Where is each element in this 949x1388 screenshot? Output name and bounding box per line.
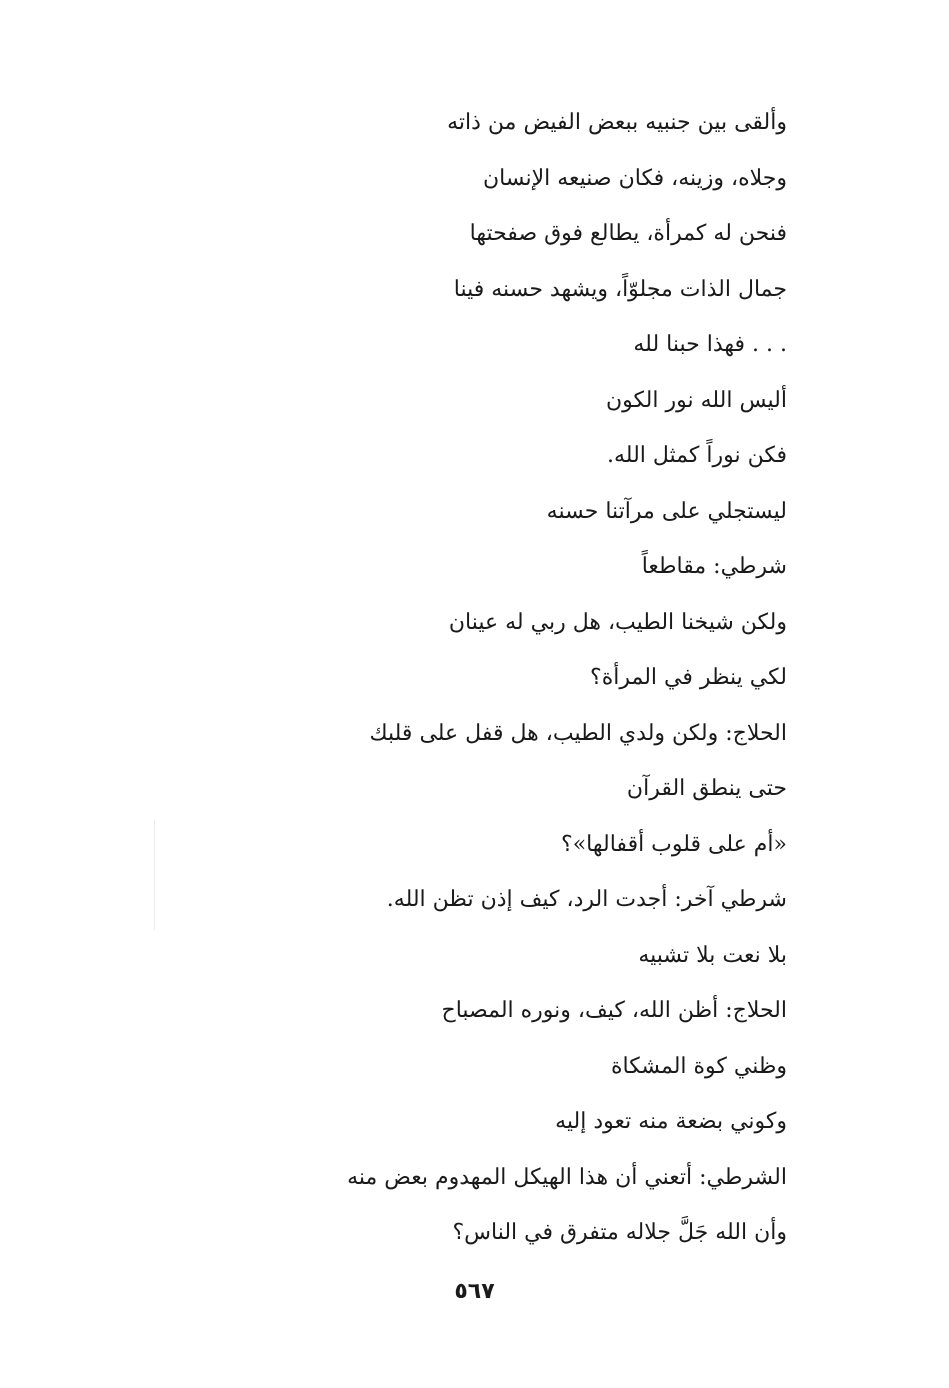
text-line: شرطي آخر: أجدت الرد، كيف إذن تظن الله. (386, 887, 787, 912)
text-line: وجلاه، وزينه، فكان صنيعه الإنسان (482, 165, 787, 191)
poem-text (267, 95, 787, 1261)
text-line: «أم على قلوب أقفالها»؟ (561, 831, 787, 857)
page-number: ٥٦٧ (454, 1279, 495, 1304)
text-line: فكن نوراً كمثل الله. (607, 443, 787, 468)
text-line: لكي ينظر في المرأة؟ (590, 665, 787, 690)
text-line: شرطي: مقاطعاً (641, 554, 787, 579)
text-line: وكوني بضعة منه تعود إليه (555, 1109, 787, 1134)
text-line: جمال الذات مجلوّاً، ويشهد حسنه فينا (453, 276, 787, 302)
text-line: حتى ينطق القرآن (626, 776, 787, 801)
text-line: فنحن له كمرأة، يطالع فوق صفحتها (469, 221, 787, 246)
text-line: الشرطي: أتعني أن هذا الهيكل المهدوم بعض منه (347, 1164, 787, 1190)
text-line: أليس الله نور الكون (606, 387, 787, 413)
text-line: الحلاج: ولكن ولدي الطيب، هل قفل على قلبك (369, 720, 787, 746)
text-line: ولكن شيخنا الطيب، هل ربي له عينان (448, 609, 787, 635)
text-line: وأن الله جَلَّ جلاله متفرق في الناس؟ (452, 1220, 787, 1245)
text-line: . . . فهذا حبنا لله (633, 332, 787, 357)
scan-artifact (154, 820, 155, 930)
text-line: الحلاج: أظن الله، كيف، ونوره المصباح (441, 998, 787, 1023)
text-line: بلا نعت بلا تشبيه (638, 942, 787, 968)
text-line: وألقى بين جنبيه ببعض الفيض من ذاته (447, 110, 787, 135)
text-line: ليستجلي على مرآتنا حسنه (546, 498, 787, 524)
text-line: وظني كوة المشكاة (611, 1053, 787, 1079)
